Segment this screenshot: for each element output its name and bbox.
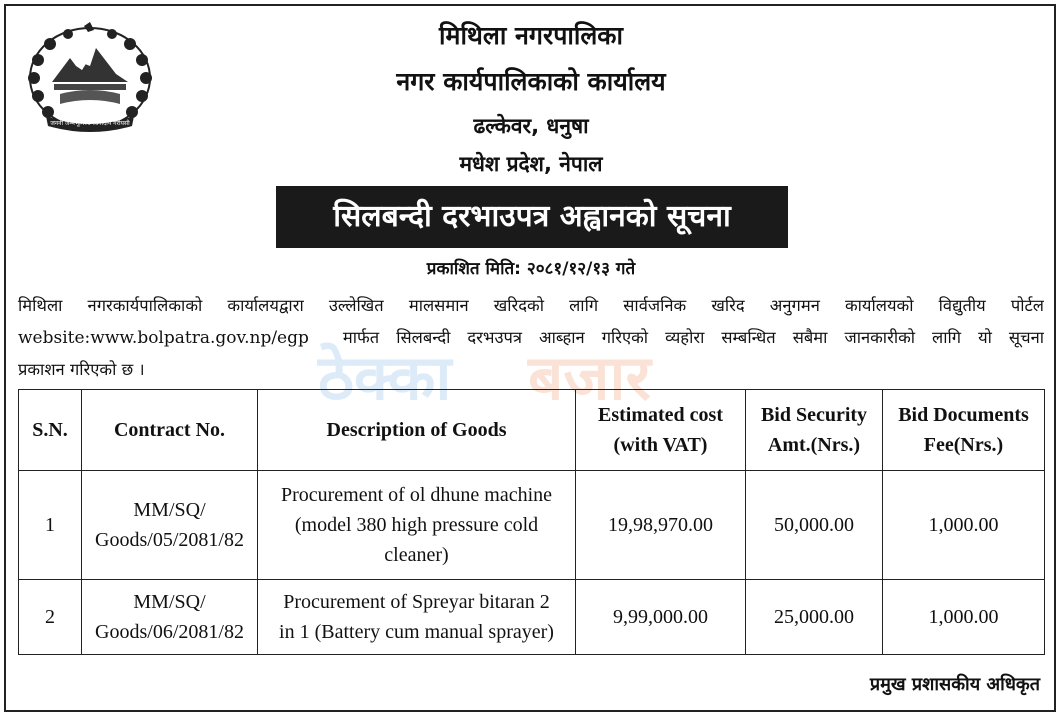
cell-estimated-cost: 19,98,970.00 bbox=[576, 471, 746, 580]
contract-line1: MM/SQ/ bbox=[133, 591, 206, 613]
header-cost-line1: Estimated cost bbox=[598, 404, 723, 426]
cell-bid-security: 25,000.00 bbox=[746, 580, 883, 655]
cell-description bbox=[258, 471, 576, 580]
body-line-1: मिथिला नगरकार्यपालिकाको कार्यालयद्वारा उल्लेखित मालसमान खरिदको लागि सार्वजनिक खरिद अनुगमन कार्यालयको विद्युतीय पोर्टल bbox=[18, 296, 1044, 315]
header-fee-line1: Bid Documents bbox=[898, 404, 1029, 426]
bid-table bbox=[18, 389, 1045, 655]
office-name: नगर कार्यपालिकाको कार्यालय bbox=[396, 67, 666, 96]
cell-bid-doc-fee: 1,000.00 bbox=[883, 471, 1045, 580]
desc-line2: in 1 (Battery cum manual sprayer) bbox=[279, 621, 554, 643]
body-line-3: प्रकाशन गरिएको छ । bbox=[18, 360, 145, 379]
header-fee-line2: Fee(Nrs.) bbox=[923, 434, 1004, 456]
cell-bid-security: 50,000.00 bbox=[746, 471, 883, 580]
published-date: प्रकाशित मिति: २०८१/१२/१३ गते bbox=[426, 259, 636, 279]
contract-line2: Goods/06/2081/82 bbox=[95, 621, 244, 643]
header-bid-security bbox=[746, 390, 883, 471]
body-line-2-text: मार्फत सिलबन्दी दरभउपत्र आब्हान गरिएको व्यहोरा सम्बन्धित सबैमा जानकारीको लागि यो सूचना bbox=[342, 328, 1044, 347]
header-bid-doc-fee bbox=[883, 390, 1045, 471]
emblem-caption: जननी जन्मभूमिश्च स्वर्गादपि गरीयसी bbox=[50, 120, 130, 127]
header-security-line1: Bid Security bbox=[760, 404, 868, 426]
header-description: Description of Goods bbox=[258, 390, 576, 471]
header-cost-line2: (with VAT) bbox=[613, 434, 708, 456]
table-header-row bbox=[19, 390, 1045, 471]
notice-title: सिलबन्दी दरभाउपत्र अह्वानको सूचना bbox=[276, 186, 788, 248]
cell-contract-no bbox=[82, 580, 258, 655]
cell-sn: 1 bbox=[19, 471, 82, 580]
office-location: ढल्केवर, धनुषा bbox=[473, 114, 589, 138]
header-contract-no: Contract No. bbox=[82, 390, 258, 471]
notice-body bbox=[18, 290, 1044, 386]
website-link[interactable]: website:www.bolpatra.gov.np/egp bbox=[18, 328, 309, 348]
desc-line3: cleaner) bbox=[384, 544, 449, 566]
watermark-part-2: बजार bbox=[528, 341, 651, 414]
contract-line2: Goods/05/2081/82 bbox=[95, 529, 244, 551]
desc-line1: Procurement of Spreyar bitaran 2 bbox=[283, 591, 550, 613]
header-sn: S.N. bbox=[19, 390, 82, 471]
header-estimated-cost bbox=[576, 390, 746, 471]
cell-sn: 2 bbox=[19, 580, 82, 655]
header-security-line2: Amt.(Nrs.) bbox=[767, 434, 861, 456]
table-row bbox=[19, 580, 1045, 655]
desc-line1: Procurement of ol dhune machine bbox=[280, 484, 553, 506]
cell-contract-no bbox=[82, 471, 258, 580]
province-country: मधेश प्रदेश, नेपाल bbox=[459, 152, 603, 176]
cell-bid-doc-fee: 1,000.00 bbox=[883, 580, 1045, 655]
watermark-part-1: ठेक्का bbox=[318, 341, 452, 414]
signoff-title: प्रमुख प्रशासकीय अधिकृत bbox=[869, 674, 1040, 695]
contract-line1: MM/SQ/ bbox=[133, 499, 206, 521]
desc-line2: (model 380 high pressure cold bbox=[294, 514, 539, 536]
body-line-2 bbox=[18, 322, 1044, 354]
municipality-name: मिथिला नगरपालिका bbox=[439, 21, 623, 50]
cell-description bbox=[258, 580, 576, 655]
table-row bbox=[19, 471, 1045, 580]
cell-estimated-cost: 9,99,000.00 bbox=[576, 580, 746, 655]
